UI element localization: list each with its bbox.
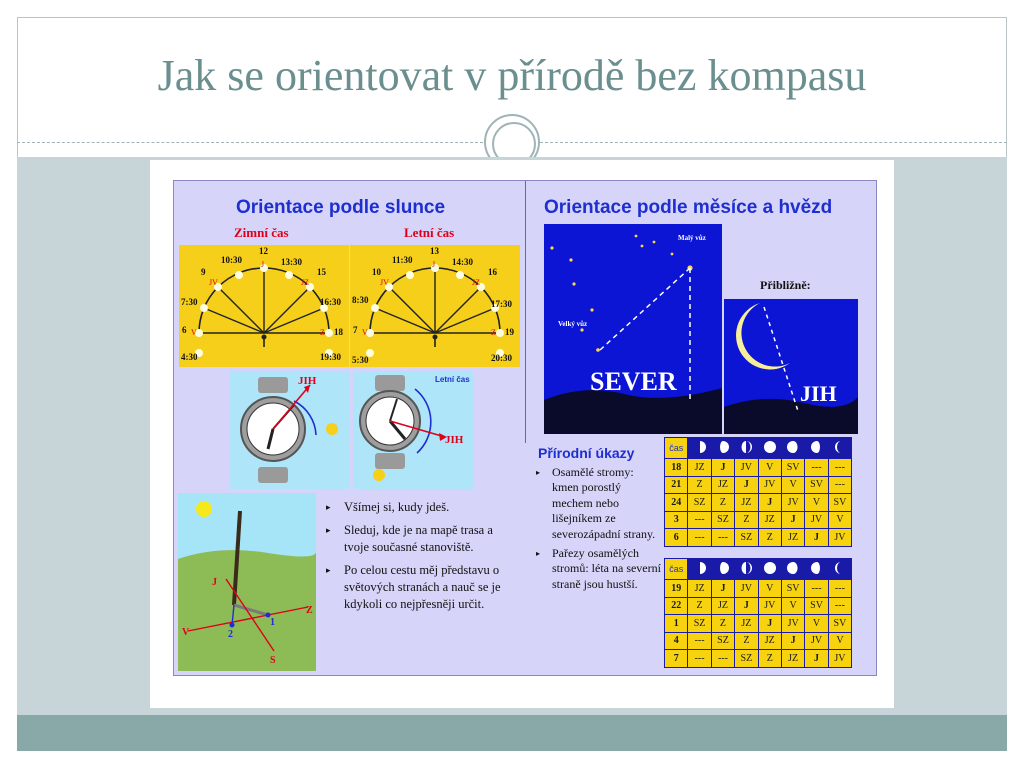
moon-table-direction: --- — [688, 632, 711, 650]
moon-table-direction: J — [735, 476, 758, 494]
moon-table-hour: 4 — [665, 632, 688, 650]
winter-time-730: 7:30 — [181, 297, 198, 307]
winter-dir-west: Z — [320, 328, 325, 337]
moon-table-direction: SZ — [711, 632, 734, 650]
waxing-gibbous-icon — [711, 438, 734, 459]
summer-time-1430: 14:30 — [452, 257, 473, 267]
summer-dir-east: V — [362, 328, 368, 337]
summer-dir-south: J — [432, 260, 436, 269]
moon-table-direction: Z — [735, 511, 758, 529]
orientation-tips-list — [324, 499, 514, 619]
full-moon-icon — [758, 559, 781, 580]
first-quarter-icon — [688, 438, 711, 459]
moon-table-direction: JZ — [781, 650, 804, 668]
winter-time-430: 4:30 — [181, 352, 198, 362]
winter-time-9: 9 — [201, 267, 206, 277]
nature-signs-list — [534, 465, 662, 596]
gibbous-icon — [735, 559, 758, 580]
table-row — [665, 650, 852, 668]
moon-table-direction: JV — [758, 476, 781, 494]
winter-time-18: 18 — [334, 327, 343, 337]
poster-bottom-rule — [174, 675, 877, 676]
moon-table-direction: J — [711, 580, 734, 598]
summer-time-2030: 20:30 — [491, 353, 512, 363]
moon-table-direction: --- — [711, 650, 734, 668]
full-moon-icon — [758, 438, 781, 459]
summer-time-7: 7 — [353, 325, 358, 335]
sun-icon — [326, 423, 338, 435]
sun-icon — [373, 469, 385, 481]
winter-time-6: 6 — [182, 325, 187, 335]
moon-table-direction: JZ — [758, 511, 781, 529]
moon-table-hour: 24 — [665, 494, 688, 512]
moon-table-direction: --- — [805, 459, 828, 477]
moon-table-direction: JV — [735, 580, 758, 598]
moon-table-direction: V — [781, 476, 804, 494]
summer-time-1130: 11:30 — [392, 255, 413, 265]
moon-table-direction: JV — [828, 529, 851, 547]
moon-table-direction: JZ — [711, 597, 734, 615]
moon-table-direction: J — [758, 615, 781, 633]
moon-table-direction: Z — [758, 650, 781, 668]
moon-table-direction: SZ — [688, 494, 711, 512]
moon-table-direction: --- — [828, 459, 851, 477]
moon-table-hour: 3 — [665, 511, 688, 529]
moon-table-direction: Z — [688, 597, 711, 615]
moon-table-direction: JV — [805, 632, 828, 650]
summer-sundial — [350, 245, 520, 367]
sun-section-title: Orientace podle slunce — [236, 197, 446, 218]
scene-dir-west: Z — [306, 605, 313, 616]
watch-summer-time-label: Letní čas — [435, 375, 470, 384]
summer-time-19: 19 — [505, 327, 514, 337]
moon-table-direction: --- — [828, 476, 851, 494]
table-row — [665, 494, 852, 512]
night-sky-diagram — [544, 224, 722, 434]
moon-table-direction: JZ — [688, 459, 711, 477]
moon-table-direction: SV — [828, 615, 851, 633]
scene-dir-south: J — [212, 577, 217, 588]
approx-label: Přibližně: — [760, 278, 811, 292]
moon-table-direction: --- — [711, 529, 734, 547]
moon-south-diagram — [724, 299, 858, 434]
summer-dir-southeast: JV — [380, 278, 389, 287]
waning-crescent-icon — [828, 559, 851, 580]
moon-table-direction: JZ — [688, 580, 711, 598]
moon-table-winter — [664, 437, 852, 547]
tree-shadow-scene — [178, 493, 316, 671]
last-quarter-icon — [805, 438, 828, 459]
scene-point-2: 2 — [228, 629, 233, 640]
watch-south-label: JIH — [298, 375, 317, 387]
moon-table-direction: JV — [828, 650, 851, 668]
moon-table-direction: JV — [735, 459, 758, 477]
winter-time-1330: 13:30 — [281, 257, 302, 267]
moon-table-direction: SV — [781, 459, 804, 477]
moon-table-direction: V — [805, 494, 828, 512]
winter-dir-east: V — [191, 328, 197, 337]
waning-crescent-icon — [828, 438, 851, 459]
winter-time-1030: 10:30 — [221, 255, 242, 265]
first-quarter-icon — [688, 559, 711, 580]
scene-dir-east: V — [182, 627, 190, 638]
scene-dir-north: S — [270, 655, 276, 666]
moon-table-direction: SV — [805, 476, 828, 494]
moon-table-direction: Z — [688, 476, 711, 494]
gibbous-icon — [735, 438, 758, 459]
moon-table-direction: JV — [805, 511, 828, 529]
winter-sundial — [179, 245, 349, 367]
title-divider-left — [17, 142, 483, 143]
nature-item: ▸ Pařezy osamělých stromů: léta na severní straně jsou hustší. — [534, 546, 662, 592]
summer-time-13: 13 — [430, 246, 439, 256]
moon-table-direction: JZ — [711, 476, 734, 494]
summer-watch-diagram — [353, 371, 473, 489]
moon-table-direction: JZ — [735, 494, 758, 512]
moon-table-direction: Z — [711, 494, 734, 512]
moon-table-hour: 18 — [665, 459, 688, 477]
waning-gibbous-icon — [781, 438, 804, 459]
moon-table-direction: V — [828, 632, 851, 650]
moon-table-direction: SZ — [711, 511, 734, 529]
summer-time-label: Letní čas — [404, 225, 455, 240]
moon-table-direction: SZ — [688, 615, 711, 633]
tip-item: ▸ Po celou cestu měj představu o světových stranách a nauč se je kdykoli co nejpřesněji určit. — [324, 562, 514, 613]
summer-time-1730: 17:30 — [491, 299, 512, 309]
moon-table-summer — [664, 558, 852, 668]
north-label: SEVER — [590, 367, 677, 396]
moon-table-direction: JZ — [758, 632, 781, 650]
last-quarter-icon — [805, 559, 828, 580]
winter-time-15: 15 — [317, 267, 326, 277]
stars-section-title: Orientace podle měsíce a hvězd — [544, 197, 833, 218]
moon-table-direction: SV — [781, 580, 804, 598]
moon-table-direction: JV — [758, 597, 781, 615]
waning-gibbous-icon — [781, 559, 804, 580]
table-row — [665, 529, 852, 547]
watch-south-label-summer: JIH — [445, 434, 464, 446]
moon-table-direction: J — [805, 650, 828, 668]
moon-table-hour: 21 — [665, 476, 688, 494]
table-row — [665, 511, 852, 529]
moon-table-direction: --- — [688, 529, 711, 547]
moon-table-direction: V — [805, 615, 828, 633]
moon-table-direction: Z — [758, 529, 781, 547]
moon-table-time-header: čas — [665, 438, 688, 459]
moon-table-direction: --- — [828, 597, 851, 615]
poster-column-divider — [525, 181, 526, 443]
moon-table-hour: 19 — [665, 580, 688, 598]
winter-watch-diagram — [230, 371, 350, 489]
summer-time-530: 5:30 — [352, 355, 369, 365]
waxing-gibbous-icon — [711, 559, 734, 580]
table-row — [665, 615, 852, 633]
summer-time-10: 10 — [372, 267, 381, 277]
moon-table-direction: Z — [711, 615, 734, 633]
moon-table-direction: SV — [805, 597, 828, 615]
table-row — [665, 632, 852, 650]
slide-title: Jak se orientovat v přírodě bez kompasu — [157, 51, 867, 100]
winter-dir-south: J — [261, 260, 265, 269]
table-row — [665, 476, 852, 494]
table-row — [665, 459, 852, 477]
moon-table-direction: J — [711, 459, 734, 477]
moon-table-direction: V — [828, 511, 851, 529]
sun-icon — [196, 501, 212, 517]
moon-table-time-header: čas — [665, 559, 688, 580]
watch-strap-icon — [258, 377, 288, 393]
moon-table-direction: V — [781, 597, 804, 615]
title-divider-right — [540, 142, 1007, 143]
small-dipper-label: Malý vůz — [678, 234, 706, 242]
summer-dir-southwest: JZ — [472, 278, 480, 287]
big-dipper-label: Velký vůz — [558, 320, 588, 328]
moon-table-direction: Z — [735, 632, 758, 650]
summer-time-830: 8:30 — [352, 295, 369, 305]
moon-table-direction: V — [758, 580, 781, 598]
moon-table-direction: SZ — [735, 529, 758, 547]
moon-table-direction: --- — [688, 650, 711, 668]
scene-point-1: 1 — [270, 617, 275, 628]
winter-time-1930: 19:30 — [320, 352, 341, 362]
crescent-moon-icon — [736, 303, 790, 369]
moon-table-hour: 7 — [665, 650, 688, 668]
south-label: JIH — [800, 381, 837, 406]
winter-dir-southeast: JV — [209, 278, 218, 287]
moon-table-direction: --- — [688, 511, 711, 529]
winter-time-12: 12 — [259, 246, 268, 256]
moon-table-direction: J — [805, 529, 828, 547]
winter-time-1630: 16:30 — [320, 297, 341, 307]
nature-item: ▸ Osamělé stromy: kmen porostlý mechem nebo lišejníkem ze severozápadní strany. — [534, 465, 662, 542]
summer-time-16: 16 — [488, 267, 497, 277]
tip-item: ▸ Všímej si, kudy jdeš. — [324, 499, 514, 516]
moon-table-direction: JZ — [735, 615, 758, 633]
moon-table-hour: 6 — [665, 529, 688, 547]
table-row — [665, 580, 852, 598]
moon-table-direction: J — [781, 511, 804, 529]
winter-dir-southwest: JZ — [301, 278, 309, 287]
moon-table-hour: 1 — [665, 615, 688, 633]
moon-table-direction: J — [781, 632, 804, 650]
nature-signs-title: Přírodní úkazy — [538, 445, 635, 461]
moon-table-direction: JV — [781, 615, 804, 633]
moon-table-direction: J — [735, 597, 758, 615]
footer-bar — [17, 715, 1007, 751]
orientation-poster — [173, 180, 877, 676]
table-row — [665, 597, 852, 615]
winter-time-label: Zimní čas — [234, 225, 289, 240]
moon-table-hour: 22 — [665, 597, 688, 615]
summer-dir-west: Z — [491, 328, 496, 337]
moon-table-direction: JZ — [781, 529, 804, 547]
moon-table-direction: SZ — [735, 650, 758, 668]
moon-table-direction: V — [758, 459, 781, 477]
moon-table-direction: J — [758, 494, 781, 512]
moon-table-direction: --- — [805, 580, 828, 598]
tip-item: ▸ Sleduj, kde je na mapě trasa a tvoje současné stanoviště. — [324, 522, 514, 556]
moon-table-direction: SV — [828, 494, 851, 512]
moon-table-direction: JV — [781, 494, 804, 512]
moon-table-direction: --- — [828, 580, 851, 598]
